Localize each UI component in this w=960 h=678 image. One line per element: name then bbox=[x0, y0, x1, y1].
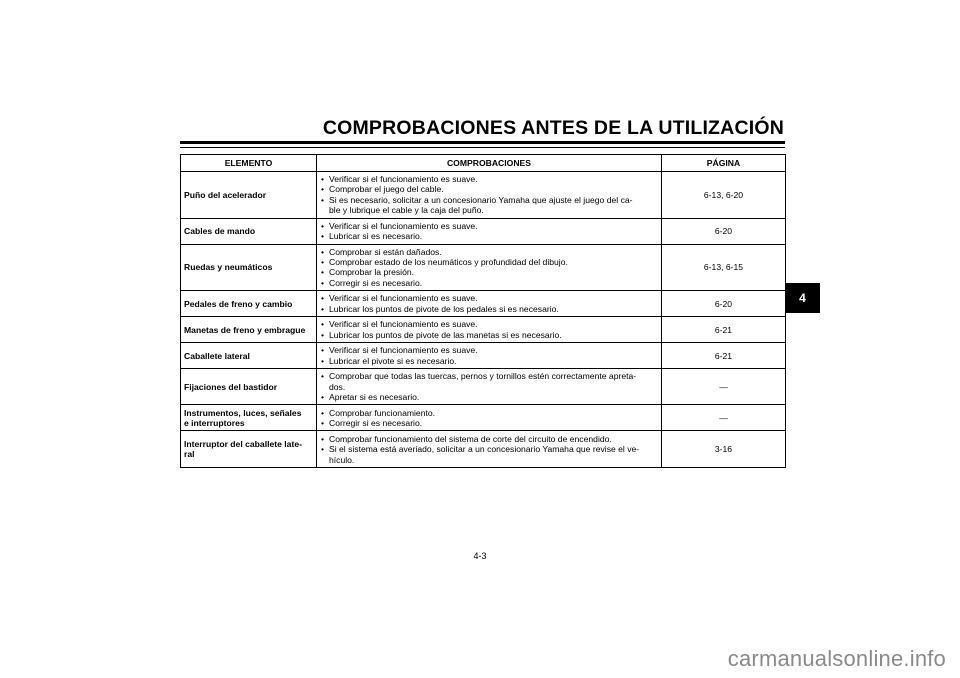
row-checks bbox=[317, 343, 662, 369]
row-checks bbox=[317, 369, 662, 405]
row-page-ref: — bbox=[662, 369, 786, 405]
row-page-ref: 6-13, 6-20 bbox=[662, 172, 786, 219]
watermark: carmanualsonline.info bbox=[727, 646, 946, 671]
row-item-name: Fijaciones del bastidor bbox=[181, 369, 317, 405]
check-item: • Apretar si es necesario. bbox=[321, 392, 657, 402]
table-row bbox=[181, 172, 786, 219]
check-list bbox=[321, 434, 657, 465]
check-item: • Si el sistema está averiado, solicitar a un concesionario Yamaha que revise el ve- hículo. bbox=[321, 444, 657, 465]
check-item: • Verificar si el funcionamiento es suave. bbox=[321, 293, 657, 303]
row-page-ref: 6-20 bbox=[662, 218, 786, 244]
row-checks bbox=[317, 244, 662, 291]
check-item: • Comprobar estado de los neumáticos y profundidad del dibujo. bbox=[321, 257, 657, 267]
title-rule-thick bbox=[180, 141, 785, 144]
row-checks bbox=[317, 172, 662, 219]
check-list bbox=[321, 174, 657, 216]
table-row bbox=[181, 369, 786, 405]
row-item-name: Ruedas y neumáticos bbox=[181, 244, 317, 291]
check-item: • Comprobar funcionamiento. bbox=[321, 408, 657, 418]
row-page-ref: 6-21 bbox=[662, 317, 786, 343]
row-page-ref: 6-13, 6-15 bbox=[662, 244, 786, 291]
page-title: COMPROBACIONES ANTES DE LA UTILIZACIÓN bbox=[322, 117, 784, 139]
row-item-name: Instrumentos, luces, señales e interruptores bbox=[181, 405, 317, 431]
chapter-tab: 4 bbox=[785, 283, 820, 313]
check-item: • Corregir si es necesario. bbox=[321, 278, 657, 288]
title-rule-thin bbox=[180, 147, 785, 148]
row-checks bbox=[317, 405, 662, 431]
table-row bbox=[181, 343, 786, 369]
check-item: • Lubricar los puntos de pivote de los pedales si es necesario. bbox=[321, 304, 657, 314]
header-checks: COMPROBACIONES bbox=[317, 155, 662, 172]
row-checks bbox=[317, 317, 662, 343]
check-list bbox=[321, 345, 657, 366]
row-item-name: Caballete lateral bbox=[181, 343, 317, 369]
check-item: • Lubricar los puntos de pivote de las manetas si es necesario. bbox=[321, 330, 657, 340]
page-number: 4-3 bbox=[473, 551, 487, 561]
check-list bbox=[321, 247, 657, 289]
check-item: • Comprobar la presión. bbox=[321, 267, 657, 277]
check-item: • Verificar si el funcionamiento es suave. bbox=[321, 174, 657, 184]
check-item: • Comprobar que todas las tuercas, pernos y tornillos estén correctamente apreta- dos. bbox=[321, 371, 657, 392]
row-page-ref: 3-16 bbox=[662, 431, 786, 468]
row-item-name: Pedales de freno y cambio bbox=[181, 291, 317, 317]
row-checks bbox=[317, 431, 662, 468]
table-header-row bbox=[181, 155, 786, 172]
check-item: • Comprobar el juego del cable. bbox=[321, 184, 657, 194]
pre-operation-checklist-table bbox=[180, 154, 786, 468]
check-item: • Comprobar funcionamiento del sistema de corte del circuito de encendido. bbox=[321, 434, 657, 444]
check-item: • Verificar si el funcionamiento es suave. bbox=[321, 319, 657, 329]
header-item: ELEMENTO bbox=[181, 155, 317, 172]
row-item-name: Interruptor del caballete late- ral bbox=[181, 431, 317, 468]
check-list bbox=[321, 371, 657, 402]
check-item: • Lubricar el pivote si es necesario. bbox=[321, 356, 657, 366]
table-row bbox=[181, 317, 786, 343]
check-item: • Si es necesario, solicitar a un concesionario Yamaha que ajuste el juego del ca- ble y lubrique el cable y la caja del puño. bbox=[321, 195, 657, 216]
row-item-name: Puño del acelerador bbox=[181, 172, 317, 219]
header-page: PÁGINA bbox=[662, 155, 786, 172]
row-item-name: Manetas de freno y embrague bbox=[181, 317, 317, 343]
table-row bbox=[181, 218, 786, 244]
row-page-ref: 6-20 bbox=[662, 291, 786, 317]
table-row bbox=[181, 291, 786, 317]
table-row bbox=[181, 405, 786, 431]
table-row bbox=[181, 431, 786, 468]
row-checks bbox=[317, 218, 662, 244]
check-item: • Verificar si el funcionamiento es suave. bbox=[321, 345, 657, 355]
table-body bbox=[181, 172, 786, 468]
check-list bbox=[321, 319, 657, 340]
row-checks bbox=[317, 291, 662, 317]
check-item: • Verificar si el funcionamiento es suave. bbox=[321, 221, 657, 231]
check-item: • Comprobar si están dañados. bbox=[321, 247, 657, 257]
row-page-ref: 6-21 bbox=[662, 343, 786, 369]
table-row bbox=[181, 244, 786, 291]
check-list bbox=[321, 293, 657, 314]
check-list bbox=[321, 221, 657, 242]
check-list bbox=[321, 408, 657, 429]
check-item: • Lubricar si es necesario. bbox=[321, 231, 657, 241]
check-item: • Corregir si es necesario. bbox=[321, 418, 657, 428]
row-item-name: Cables de mando bbox=[181, 218, 317, 244]
row-page-ref: — bbox=[662, 405, 786, 431]
